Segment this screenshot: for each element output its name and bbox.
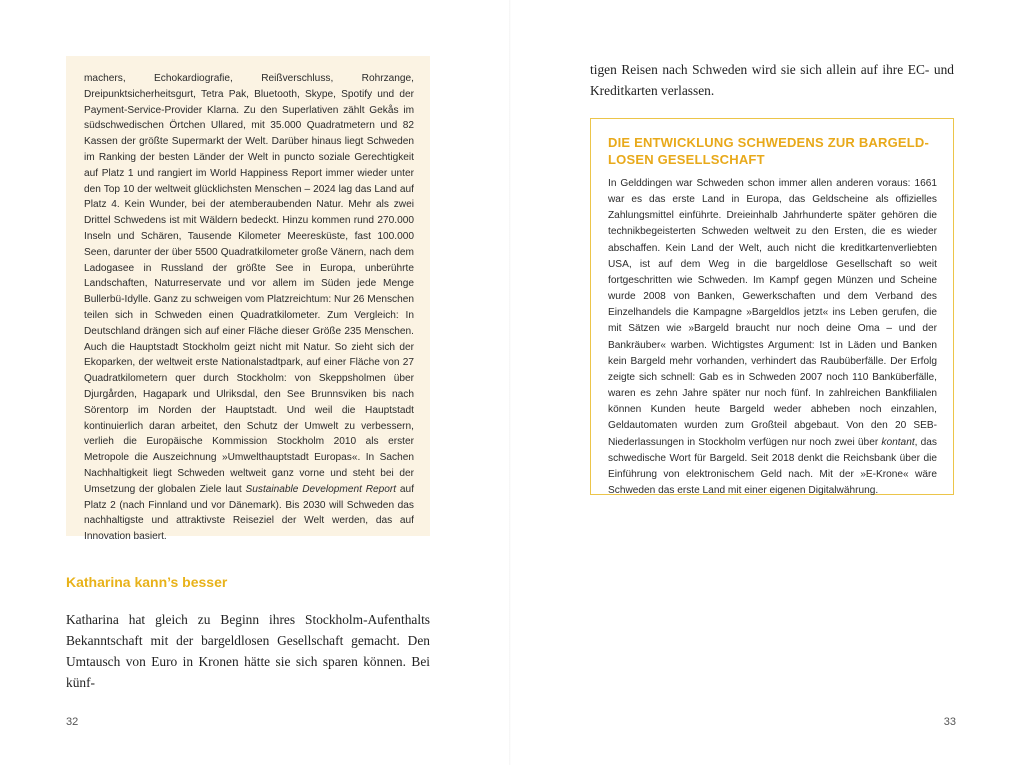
facts-box-text	[84, 71, 414, 545]
info-text-part1: In Gelddingen war Schweden schon immer allen anderen voraus: 1661 war es das erste Land in Europa, das Geldscheine als offizielles Zahlungsmittel einführte. Dreieinhalb Jahrhunderte später gehören die technikbegeisterten Schweden weltweit zu den Ersten, die es wieder abschaffen. Kein Land der Welt, auch nicht die kreditkartenverliebten USA, ist auf dem Weg in die bargeldlose Gesellschaft so weit fortgeschritten wie Schweden. Im Kampf gegen Münzen und Scheine wurde 2008 von Banken, Gewerkschaften und dem Verband des Einzelhandels die Kampagne »Bargeldlos jetzt« ins Leben gerufen, die mit Sätzen wie »Bargeld braucht nur noch deine Oma – und der Bankräuber« warben. Wichtigstes Argument: Ist in Läden und Banken kein Bargeld mehr vorhanden, verhindert das Raubüberfälle. Der Erfolg zeigte sich schnell: Gab es in Schweden 2007 noch 110 Banküberfälle, waren es zehn Jahre später nur noch fünf. In zahlreichen Bankfilialen können Kunden heute Bargeld weder abheben noch einzahlen, Geldautomaten wurden zum Großteil abgebaut. Von den 20 SEB-Niederlassungen in Stockholm verfügen nur noch zwei über	[608, 178, 937, 448]
info-heading-line2: LOSEN GESELLSCHAFT	[608, 152, 765, 167]
facts-text-italic: Sustainable Development Report	[245, 483, 397, 495]
facts-box	[66, 56, 430, 543]
info-box-heading	[608, 134, 937, 168]
page-number-right: 33	[943, 716, 956, 728]
info-box-text	[608, 176, 937, 499]
info-text-part2: , das schwedische Wort für Bargeld. Seit 2018 denkt die Reichsbank über die Einführung von elektronischem Geld nach. Mit der »E-Krone« wäre Schweden das erste Land mit einer eigenen Digitalwährung.	[608, 436, 937, 496]
info-box	[590, 118, 954, 495]
facts-text-main: machers, Echokardiografie, Reißverschluss, Rohrzange, Dreipunktsicherheitsgurt, Tetra Pak, Bluetooth, Skype, Spotify und der Payment-Service-Provider Klarna. Zu den Superlativen zählt Gekås im südschwedischen Örtchen Ullared, mit 35.000 Quadratmetern und 82 Kassen der größte Supermarkt der Welt. Darüber hinaus liegt Schweden im Ranking der besten Länder der Welt in puncto soziale Gerechtigkeit auf Platz 1 und rangiert im World Happiness Report immer wieder unter den Top 10 der weltweit glücklichsten Menschen – 2024 lag das Land auf Platz 4. Kein Wunder, bei der atemberaubenden Natur. Mehr als zwei Drittel Schwedens ist mit Wäldern bedeckt. Hinzu kommen rund 270.000 Inseln und Schären, Tausende Kilometer Meeresküste, fast 100.000 Seen, darunter der über 5500 Quadratkilometer große Vänern, nach dem Ladogasee in Russland der größte See in Europa, unberührte Landschaften, Naturreservate und vor allem im Süden jede Menge Bullerbü-Idylle. Ganz zu schweigen vom Platzreichtum: Nur 26 Menschen teilen sich in Schweden einen Quadratkilometer. Zum Vergleich: In Deutschland drängen sich auf einer Fläche dieser Größe 235 Menschen. Auch die Hauptstadt Stockholm geizt nicht mit Natur. So zieht sich der Ekoparken, der weltweit erste Nationalstadtpark, auf einer Fläche von 27 Quadratkilometern quer durch Stockholm: von Skeppsholmen über Djurgården, Hagapark und Ulriksdal, den See Brunnsviken bis nach Sörentorp im Norden der Hauptstadt. Und weil die Hauptstadt kontinuierlich daran arbeitet, den Schutz der Umwelt zu verbessern, verlieh die Europäische Kommission Stockholm 2010 als erster Metropole die Auszeichnung »Umwelthauptstadt Europas«. In Sachen Nachhaltigkeit liegt Schweden weltweit ganz vorne und steht bei der Umsetzung der globalen Ziele laut	[84, 73, 414, 495]
right-body-text: tigen Reisen nach Schweden wird sie sich allein auf ihre EC- und Kreditkarten verlassen.	[590, 62, 954, 98]
left-body-text: Katharina hat gleich zu Beginn ihres Stockholm-Aufenthalts Bekanntschaft mit der bargeldlosen Gesellschaft gemacht. Den Umtausch von Euro in Kronen hätte sie sich sparen können. Bei künf-	[66, 612, 430, 690]
book-gutter	[509, 0, 511, 765]
facts-text-end: auf Platz 2 (nach Finnland und vor Dänemark). Bis 2030 will Schweden das nachhaltigste und attraktivste Reiseziel der Welt werden, das auf Innovation basiert.	[84, 483, 415, 543]
section-subheading: Katharina kann’s besser	[66, 574, 228, 590]
page-number-left: 32	[66, 716, 79, 728]
info-heading-line1: DIE ENTWICKLUNG SCHWEDENS ZUR BARGELD-	[608, 135, 930, 150]
info-text-italic: kontant	[881, 436, 915, 448]
